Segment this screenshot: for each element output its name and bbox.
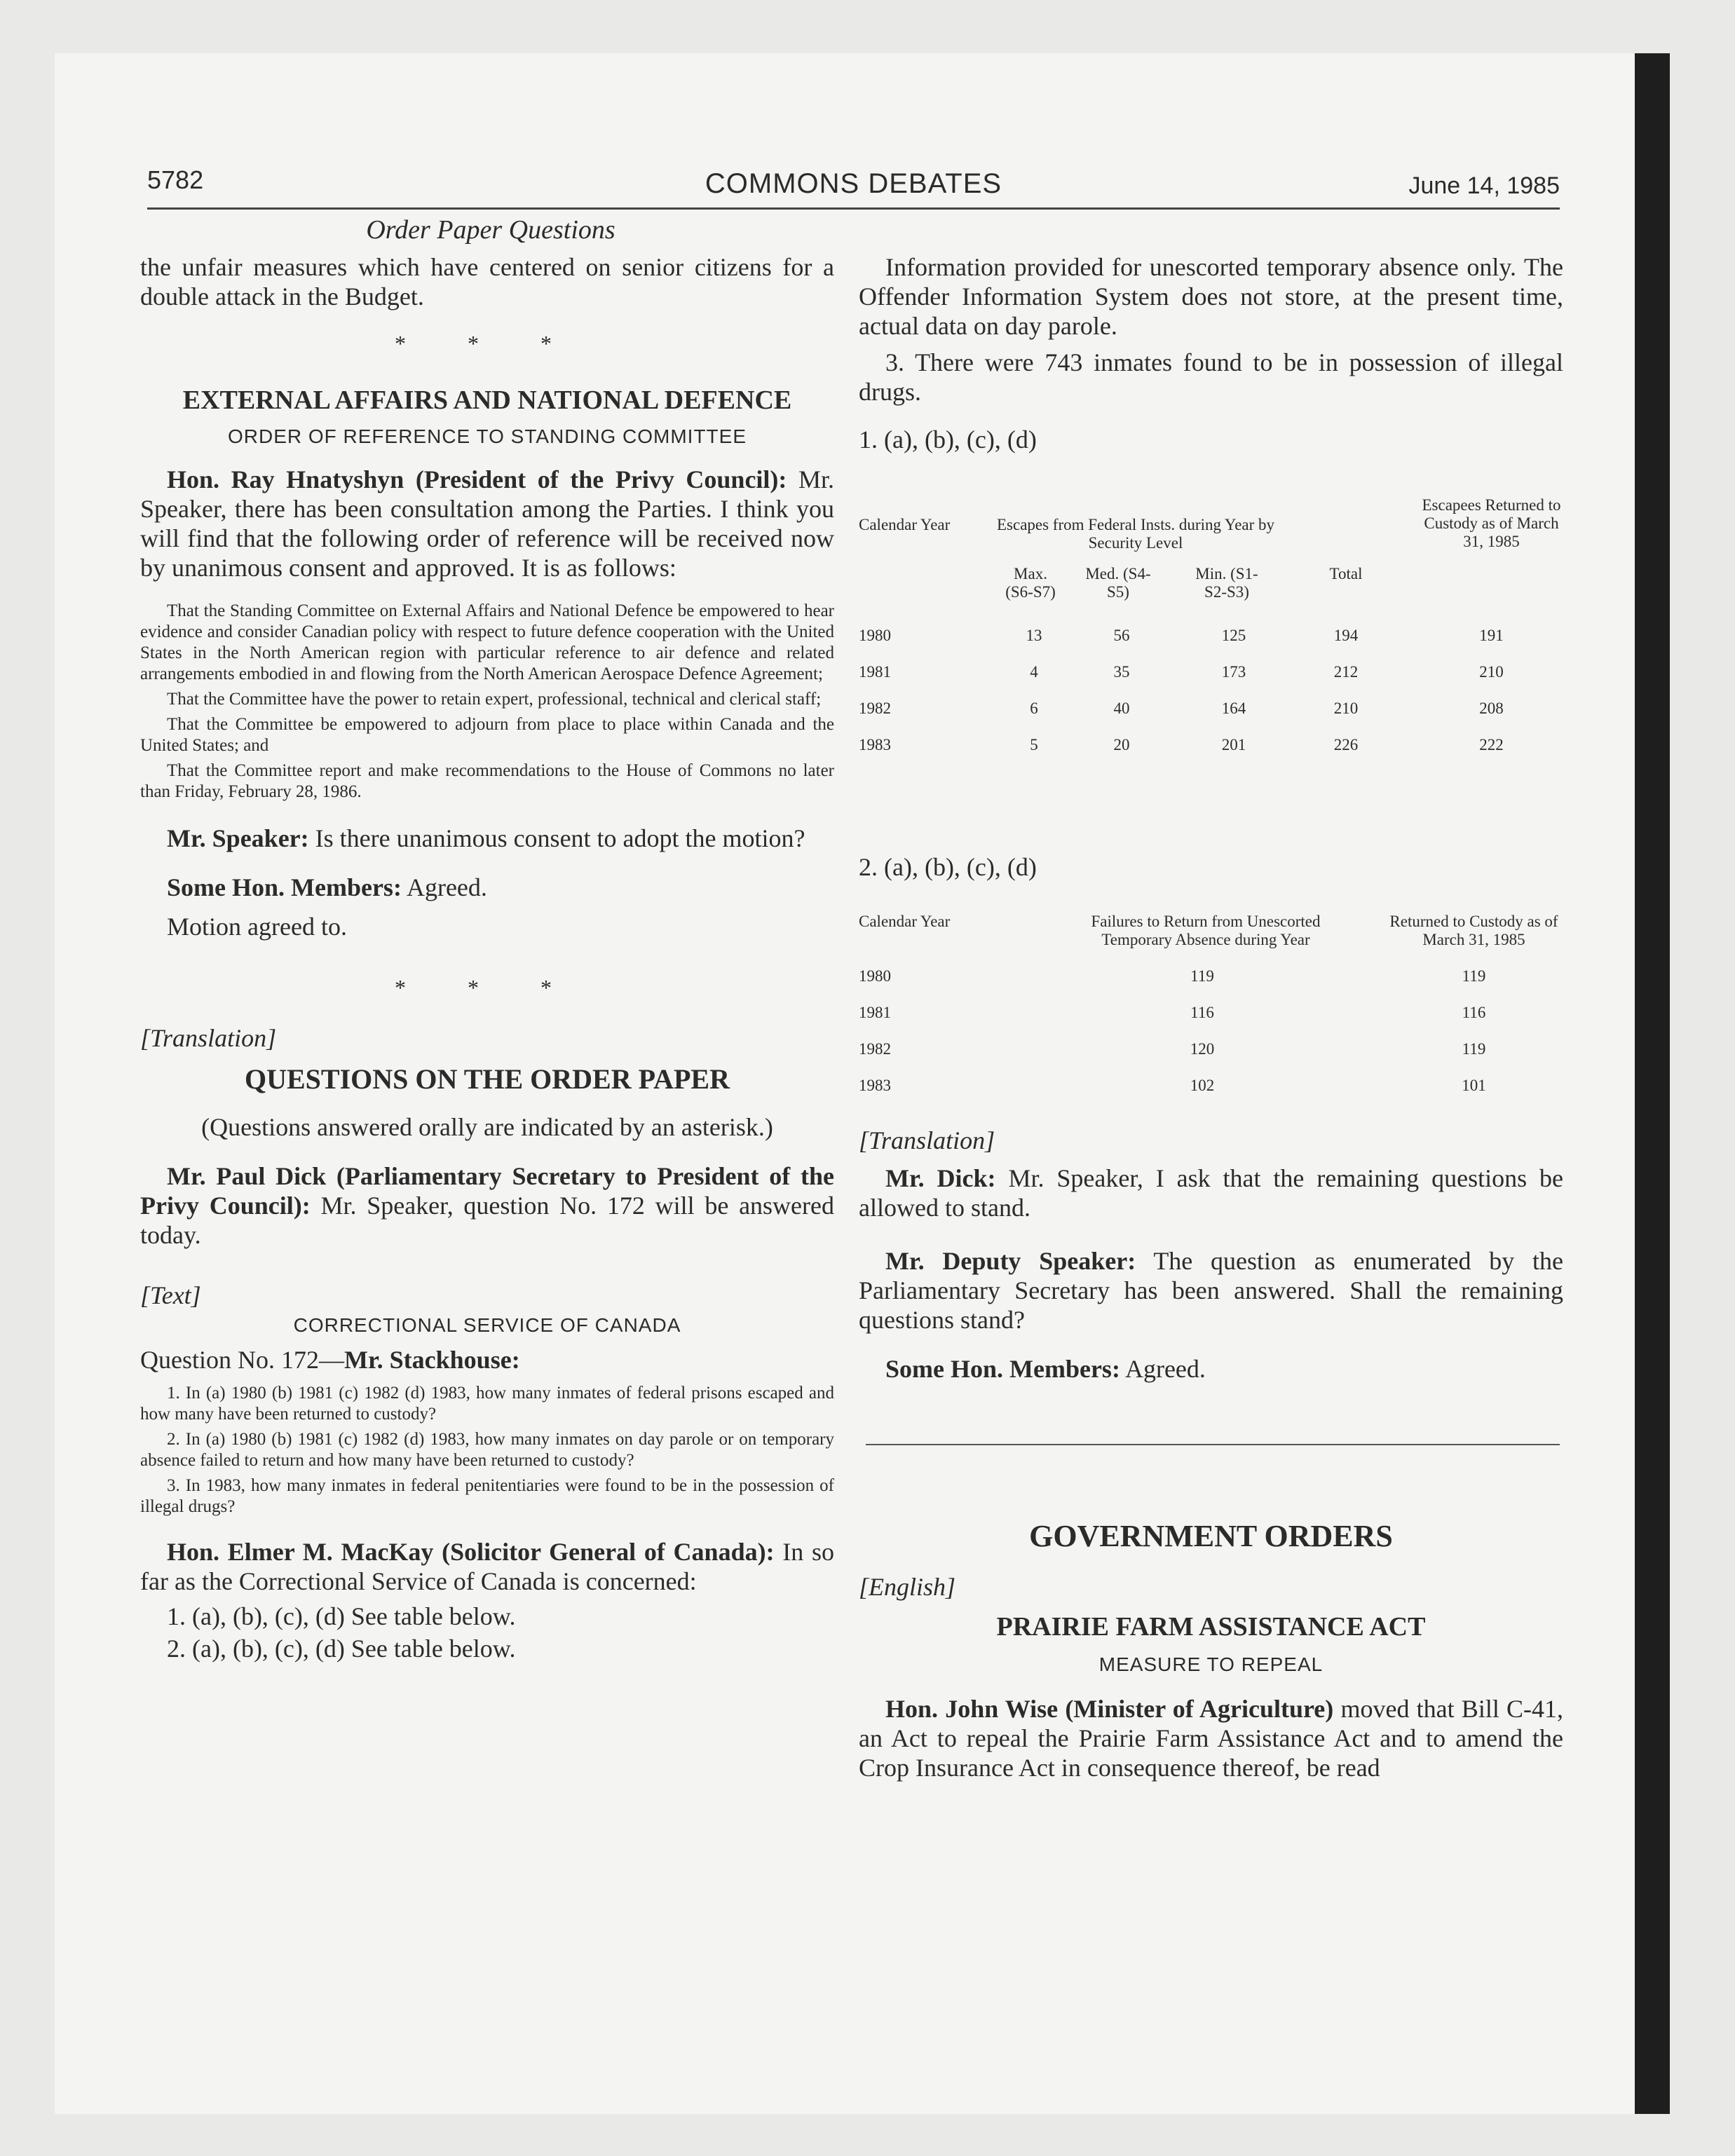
speech-deputy-speaker: [859, 1246, 1563, 1335]
table-row: [859, 718, 1563, 754]
left-column: [140, 252, 834, 1663]
table-row: [859, 985, 1563, 1022]
table-row: [859, 601, 1563, 645]
table-cell: 1980: [859, 627, 891, 644]
speech-text: Mr. Speaker, there has been consultation among the Parties. I think you will find that the following order of reference will be received now by unanimous consent and approved. It is as follows:: [140, 465, 835, 582]
table-cell: 119: [1190, 967, 1214, 985]
paragraph: Information provided for unescorted temporary absence only. The Offender Information System does not store, at the present time, actual data on day parole.: [859, 253, 1563, 340]
table-row: [859, 1022, 1563, 1058]
table-cell: 102: [1190, 1077, 1215, 1094]
speech-wise: [859, 1694, 1563, 1782]
motion-text: [140, 601, 834, 803]
speech-text: In so far as the Correctional Service of Canada is concerned:: [140, 1538, 835, 1595]
speech-text: Mr. Speaker, question No. 172 will be answered today.: [140, 1192, 835, 1249]
column-header: Total: [1329, 565, 1363, 582]
table-cell: 101: [1462, 1077, 1486, 1094]
column-header: Calendar Year: [859, 913, 951, 930]
right-column: [859, 252, 1563, 1782]
table-cell: 1981: [859, 1004, 891, 1021]
column-header: Med. (S4-S5): [1085, 565, 1151, 601]
column-header: Escapees Returned to Custody as of March 31, 1985: [1422, 496, 1561, 550]
table-cell: 210: [1479, 663, 1504, 681]
language-tag: [Text]: [140, 1281, 201, 1309]
speaker-name: Mr. Dick:: [885, 1164, 996, 1192]
paragraph: 3. There were 743 inmates found to be in possession of illegal drugs.: [859, 348, 1563, 406]
table-cell: 1982: [859, 1040, 891, 1058]
speech-hnatyshyn: [140, 465, 834, 582]
table-cell: 120: [1190, 1040, 1215, 1058]
heading-government-orders: GOVERNMENT ORDERS: [1029, 1519, 1393, 1553]
table-cell: 119: [1462, 1040, 1486, 1058]
table-cell: 119: [1462, 967, 1486, 985]
table-cell: 6: [1030, 700, 1038, 717]
publication-date: June 14, 1985: [1408, 172, 1560, 199]
heading-prairie-farm-act: PRAIRIE FARM ASSISTANCE ACT: [996, 1612, 1426, 1642]
column-header: Returned to Custody as of March 31, 1985: [1389, 913, 1558, 948]
table-cell: 191: [1479, 627, 1504, 644]
section-label: Order Paper Questions: [366, 215, 615, 245]
page-header: [147, 165, 1560, 210]
table-cell: 1983: [859, 736, 891, 753]
table-cell: 20: [1113, 736, 1130, 753]
language-tag: [Translation]: [859, 1126, 995, 1154]
heading-note: (Questions answered orally are indicated by an asterisk.): [201, 1113, 773, 1141]
speech-members: [140, 873, 834, 902]
question-item: 1. In (a) 1980 (b) 1981 (c) 1982 (d) 1983, how many inmates of federal prisons escaped and how many have been returned to custody?: [140, 1384, 834, 1424]
subheading-measure-to-repeal: MEASURE TO REPEAL: [1098, 1653, 1324, 1675]
page-number: 5782: [147, 165, 204, 194]
motion-clause: That the Committee report and make recommendations to the House of Commons no later than Friday, February 28, 1986.: [140, 761, 834, 801]
table-cell: 173: [1221, 663, 1246, 681]
motion-result: Motion agreed to.: [167, 913, 347, 941]
table-cell: 4: [1030, 663, 1038, 681]
table-row: [859, 1058, 1563, 1095]
speech-text: Is there unanimous consent to adopt the motion?: [315, 824, 805, 852]
question-item: 2. In (a) 1980 (b) 1981 (c) 1982 (d) 1983, how many inmates on day parole or on temporary absence failed to return and how many have been returned to custody?: [140, 1430, 834, 1470]
table-row: [859, 949, 1563, 985]
question-number: [140, 1345, 834, 1374]
publication-title: COMMONS DEBATES: [705, 168, 1002, 199]
subheading-order-of-reference: ORDER OF REFERENCE TO STANDING COMMITTEE: [227, 425, 747, 447]
escapes-table: [859, 496, 1563, 754]
table-row: [859, 681, 1563, 718]
column-header: Max. (S6-S7): [1005, 565, 1056, 601]
table-cell: 13: [1026, 627, 1042, 644]
table-cell: 125: [1221, 627, 1246, 644]
speaker-name: Mr. Speaker:: [167, 824, 309, 852]
table-cell: 1983: [859, 1077, 891, 1094]
section-separator: * * *: [395, 975, 580, 1000]
speech-dick: [140, 1161, 834, 1250]
speech-text: Agreed.: [406, 873, 487, 901]
table-cell: 40: [1113, 700, 1130, 717]
table-row: [859, 645, 1563, 681]
column-header: Escapes from Federal Insts. during Year by Security Level: [996, 516, 1275, 552]
speech-text: Agreed.: [1124, 1355, 1206, 1383]
table-cell: 222: [1479, 736, 1504, 753]
question-item: 3. In 1983, how many inmates in federal penitentiaries were found to be in the possession of illegal drugs?: [140, 1476, 834, 1516]
heading-external-affairs: EXTERNAL AFFAIRS AND NATIONAL DEFENCE: [182, 386, 792, 415]
answer-item: 2. (a), (b), (c), (d) See table below.: [167, 1635, 516, 1663]
section-divider: [866, 1444, 1560, 1445]
speaker-name: Hon. Elmer M. MacKay (Solicitor General of Canada):: [167, 1538, 775, 1566]
paragraph: the unfair measures which have centered on senior citizens for a double attack in the Budget.: [140, 253, 834, 311]
column-header: Calendar Year: [859, 516, 951, 533]
section-separator: * * *: [395, 331, 580, 356]
column-header: Min. (S1-S2-S3): [1195, 565, 1258, 601]
table-label: 1. (a), (b), (c), (d): [859, 425, 1037, 453]
speaker-name: Some Hon. Members:: [885, 1355, 1120, 1383]
member-name: Mr. Stackhouse:: [344, 1346, 520, 1374]
table-cell: 208: [1479, 700, 1504, 717]
speaker-name: Mr. Paul Dick (Parliamentary Secretary to President of the Privy Council):: [140, 1162, 834, 1220]
speech-dick: [859, 1164, 1563, 1222]
speech-members: [859, 1354, 1563, 1384]
speaker-name: Hon. Ray Hnatyshyn (President of the Privy Council):: [167, 465, 787, 493]
question-label: Question No. 172—: [140, 1346, 344, 1374]
speaker-name: Mr. Deputy Speaker:: [885, 1247, 1136, 1275]
speaker-name: Hon. John Wise (Minister of Agriculture): [885, 1695, 1334, 1723]
language-tag: [Translation]: [140, 1024, 277, 1052]
table-cell: 212: [1333, 663, 1359, 681]
column-header: Failures to Return from Unescorted Temporary Absence during Year: [1091, 913, 1321, 948]
speech-text: The question as enumerated by the Parliamentary Secretary has been answered. Shall the remaining questions stand?: [859, 1247, 1563, 1334]
table-cell: 164: [1221, 700, 1246, 717]
table-label: 2. (a), (b), (c), (d): [859, 853, 1037, 881]
speech-text: moved that Bill C-41, an Act to repeal the Prairie Farm Assistance Act and to amend the Crop Insurance Act in consequence thereof, be read: [859, 1695, 1564, 1782]
table-cell: 210: [1333, 700, 1359, 717]
table-cell: 116: [1190, 1004, 1214, 1021]
speaker-name: Some Hon. Members:: [167, 873, 402, 901]
answer-item: 1. (a), (b), (c), (d) See table below.: [167, 1602, 516, 1630]
motion-clause: That the Standing Committee on External Affairs and National Defence be empowered to hear evidence and consider Canadian policy with respect to future defence cooperation with the United States in the North American region with particular reference to air defence and related arrangements embodied in and flowing from the North American Aerospace Defence Agreement;: [140, 601, 834, 683]
speech-speaker: [140, 824, 834, 853]
table-cell: 1980: [859, 967, 891, 985]
table-cell: 194: [1333, 627, 1359, 644]
table-cell: 56: [1113, 627, 1130, 644]
speech-mackay: [140, 1537, 834, 1596]
heading-correctional-service: CORRECTIONAL SERVICE OF CANADA: [293, 1314, 681, 1336]
speech-text: Mr. Speaker, I ask that the remaining questions be allowed to stand.: [859, 1164, 1564, 1222]
heading-questions-order-paper: QUESTIONS ON THE ORDER PAPER: [245, 1063, 730, 1095]
binding-edge: [1635, 53, 1670, 2114]
motion-clause: That the Committee have the power to retain expert, professional, technical and clerical staff;: [167, 690, 822, 709]
table-cell: 1982: [859, 700, 891, 717]
table-cell: 35: [1113, 663, 1130, 681]
table-cell: 5: [1030, 736, 1038, 753]
failures-table: [859, 913, 1563, 1095]
language-tag: [English]: [859, 1573, 956, 1601]
motion-clause: That the Committee be empowered to adjourn from place to place within Canada and the United States; and: [140, 715, 834, 755]
table-cell: 226: [1333, 736, 1359, 753]
table-cell: 1981: [859, 663, 891, 681]
table-cell: 201: [1221, 736, 1246, 753]
table-cell: 116: [1462, 1004, 1486, 1021]
